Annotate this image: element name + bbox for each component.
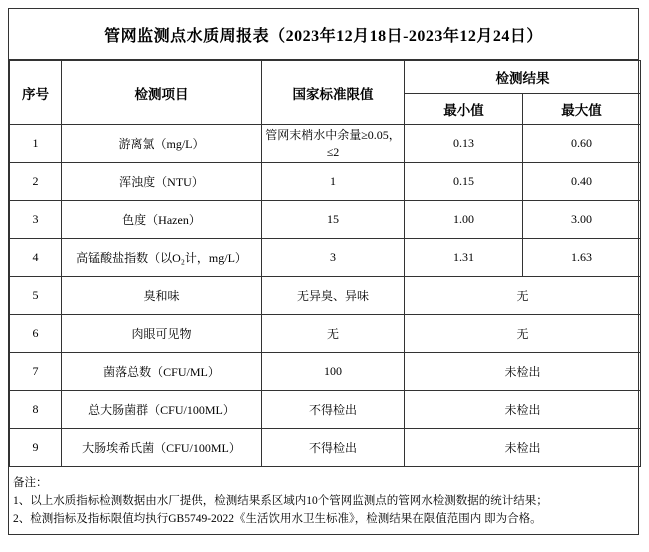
- row-seq: 4: [10, 239, 62, 277]
- notes-line-2: 2、检测指标及指标限值均执行GB5749-2022《生活饮用水卫生标准》，检测结果在限值范围内 即为合格。: [13, 512, 542, 525]
- row-item: 高锰酸盐指数（以O₂计，mg/L）: [62, 239, 262, 277]
- row-item: 臭和味: [62, 277, 262, 315]
- row-seq: 7: [10, 353, 62, 391]
- row-max: 0.60: [523, 125, 641, 163]
- row-item: 大肠埃希氏菌（CFU/100ML）: [62, 429, 262, 467]
- row-item: 色度（Hazen）: [62, 201, 262, 239]
- row-seq: 2: [10, 163, 62, 201]
- row-standard: 不得检出: [262, 391, 405, 429]
- row-seq: 5: [10, 277, 62, 315]
- row-result: 无: [405, 315, 641, 353]
- row-seq: 8: [10, 391, 62, 429]
- table-row: [10, 353, 641, 391]
- table-row: [10, 391, 641, 429]
- row-seq: 6: [10, 315, 62, 353]
- row-min: 0.15: [405, 163, 523, 201]
- row-item: 浑浊度（NTU）: [62, 163, 262, 201]
- header-max: 最大值: [523, 94, 641, 125]
- table-row: [10, 239, 641, 277]
- row-standard: 3: [262, 239, 405, 277]
- table-row: [10, 163, 641, 201]
- row-seq: 3: [10, 201, 62, 239]
- table-row: [10, 315, 641, 353]
- row-min: 0.13: [405, 125, 523, 163]
- notes-block: [9, 467, 638, 534]
- row-result: 未检出: [405, 353, 641, 391]
- row-item: 肉眼可见物: [62, 315, 262, 353]
- row-standard: 管网末梢水中余量≥0.05，≤2: [262, 125, 405, 163]
- report-frame: [8, 8, 639, 535]
- table-row: [10, 429, 641, 467]
- row-seq: 1: [10, 125, 62, 163]
- row-max: 1.63: [523, 239, 641, 277]
- row-item: 总大肠菌群（CFU/100ML）: [62, 391, 262, 429]
- row-max: 0.40: [523, 163, 641, 201]
- row-min: 1.00: [405, 201, 523, 239]
- row-standard: 无异臭、异味: [262, 277, 405, 315]
- header-standard: 国家标准限值: [262, 61, 405, 125]
- table-row: [10, 201, 641, 239]
- table-row: [10, 277, 641, 315]
- table-header-row: [10, 61, 641, 94]
- row-standard: 100: [262, 353, 405, 391]
- row-standard: 15: [262, 201, 405, 239]
- row-standard: 不得检出: [262, 429, 405, 467]
- notes-heading: 备注：: [13, 477, 48, 489]
- row-item: 菌落总数（CFU/ML）: [62, 353, 262, 391]
- row-seq: 9: [10, 429, 62, 467]
- header-item: 检测项目: [62, 61, 262, 125]
- notes-line-1: 1、以上水质指标检测数据由水厂提供，检测结果系区域内10个管网监测点的管网水检测数据的统计结果；: [13, 494, 548, 507]
- header-min: 最小值: [405, 94, 523, 125]
- row-standard: 无: [262, 315, 405, 353]
- water-quality-table: [9, 60, 641, 467]
- row-item: 游离氯（mg/L）: [62, 125, 262, 163]
- page-title: 管网监测点水质周报表（2023年12月18日-2023年12月24日）: [9, 9, 638, 60]
- header-seq: 序号: [10, 61, 62, 125]
- row-result: 无: [405, 277, 641, 315]
- row-standard: 1: [262, 163, 405, 201]
- row-max: 3.00: [523, 201, 641, 239]
- table-row: [10, 125, 641, 163]
- row-result: 未检出: [405, 429, 641, 467]
- row-result: 未检出: [405, 391, 641, 429]
- row-min: 1.31: [405, 239, 523, 277]
- header-result: 检测结果: [405, 61, 641, 94]
